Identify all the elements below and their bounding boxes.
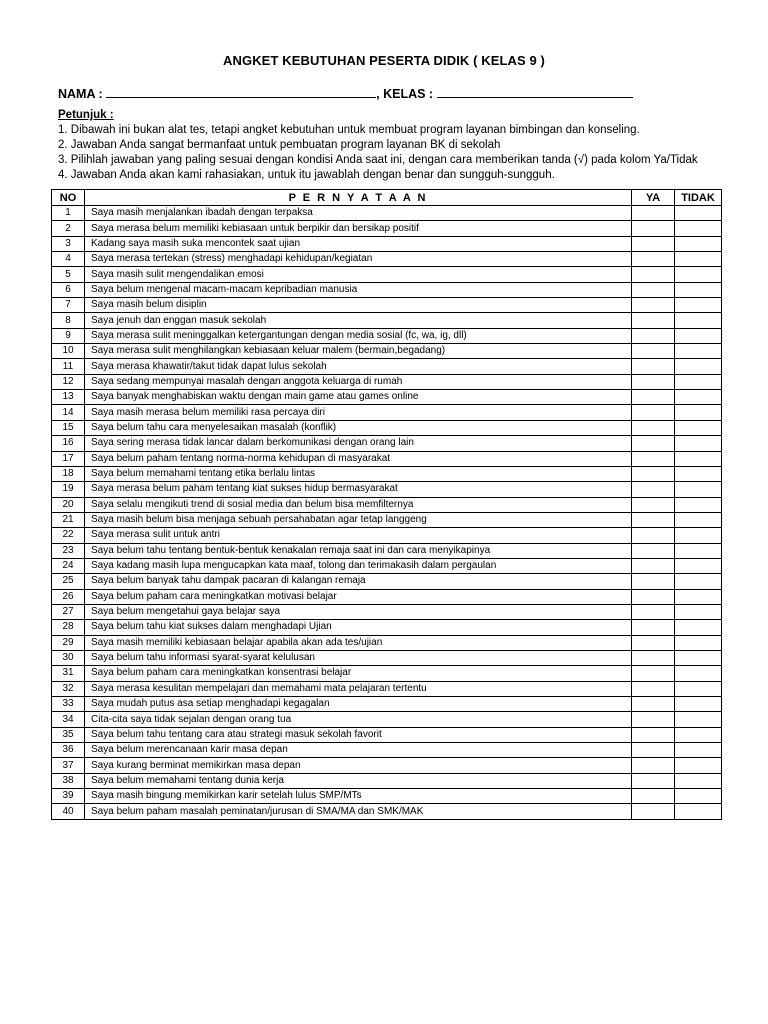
statement-text: Saya masih bingung memikirkan karir setelah lulus SMP/MTs [85, 789, 632, 804]
row-number: 21 [52, 512, 85, 527]
table-row [52, 466, 722, 481]
tidak-checkbox-cell[interactable] [675, 313, 722, 328]
statement-text: Saya belum tahu tentang bentuk-bentuk kenakalan remaja saat ini dan cara menyikapinya [85, 543, 632, 558]
ya-checkbox-cell[interactable] [632, 758, 675, 773]
ya-checkbox-cell[interactable] [632, 497, 675, 512]
instructions [58, 108, 698, 183]
table-row [52, 390, 722, 405]
ya-checkbox-cell[interactable] [632, 344, 675, 359]
row-number: 20 [52, 497, 85, 512]
statement-text: Saya masih menjalankan ibadah dengan terpaksa [85, 206, 632, 221]
tidak-checkbox-cell[interactable] [675, 206, 722, 221]
row-number: 26 [52, 589, 85, 604]
row-number: 38 [52, 773, 85, 788]
tidak-checkbox-cell[interactable] [675, 344, 722, 359]
ya-checkbox-cell[interactable] [632, 482, 675, 497]
survey-table-body [52, 206, 722, 820]
statement-text: Saya merasa tertekan (stress) menghadapi kehidupan/kegiatan [85, 252, 632, 267]
tidak-checkbox-cell[interactable] [675, 743, 722, 758]
instruction-item: 2. Jawaban Anda sangat bermanfaat untuk pembuatan program layanan BK di sekolah [58, 139, 501, 151]
tidak-checkbox-cell[interactable] [675, 558, 722, 573]
ya-checkbox-cell[interactable] [632, 390, 675, 405]
row-number: 24 [52, 558, 85, 573]
ya-checkbox-cell[interactable] [632, 221, 675, 236]
ya-checkbox-cell[interactable] [632, 574, 675, 589]
header-ya: YA [632, 190, 675, 206]
tidak-checkbox-cell[interactable] [675, 804, 722, 819]
statement-text: Saya kurang berminat memikirkan masa depan [85, 758, 632, 773]
tidak-checkbox-cell[interactable] [675, 328, 722, 343]
table-row [52, 252, 722, 267]
tidak-checkbox-cell[interactable] [675, 466, 722, 481]
tidak-checkbox-cell[interactable] [675, 589, 722, 604]
statement-text: Saya belum merencanaan karir masa depan [85, 743, 632, 758]
ya-checkbox-cell[interactable] [632, 558, 675, 573]
row-number: 18 [52, 466, 85, 481]
row-number: 27 [52, 604, 85, 619]
ya-checkbox-cell[interactable] [632, 267, 675, 282]
statement-text: Saya merasa belum paham tentang kiat sukses hidup bermasyarakat [85, 482, 632, 497]
statement-text: Saya belum paham masalah peminatan/jurusan di SMA/MA dan SMK/MAK [85, 804, 632, 819]
tidak-checkbox-cell[interactable] [675, 543, 722, 558]
table-row [52, 298, 722, 313]
row-number: 15 [52, 420, 85, 435]
table-row [52, 666, 722, 681]
tidak-checkbox-cell[interactable] [675, 497, 722, 512]
row-number: 25 [52, 574, 85, 589]
table-header-row [52, 190, 722, 206]
ya-checkbox-cell[interactable] [632, 697, 675, 712]
table-row [52, 743, 722, 758]
row-number: 19 [52, 482, 85, 497]
table-row [52, 328, 722, 343]
table-row [52, 528, 722, 543]
statement-text: Saya merasa sulit menghilangkan kebiasaan keluar malem (bermain,begadang) [85, 344, 632, 359]
tidak-checkbox-cell[interactable] [675, 221, 722, 236]
instruction-item: 1. Dibawah ini bukan alat tes, tetapi angket kebutuhan untuk membuat program layanan bimbingan dan konseling. [58, 124, 640, 136]
ya-checkbox-cell[interactable] [632, 252, 675, 267]
tidak-checkbox-cell[interactable] [675, 758, 722, 773]
tidak-checkbox-cell[interactable] [675, 282, 722, 297]
row-number: 30 [52, 650, 85, 665]
statement-text: Saya merasa kesulitan mempelajari dan memahami mata pelajaran tertentu [85, 681, 632, 696]
table-row [52, 620, 722, 635]
table-row [52, 558, 722, 573]
statement-text: Saya belum tahu kiat sukses dalam menghadapi Ujian [85, 620, 632, 635]
tidak-checkbox-cell[interactable] [675, 650, 722, 665]
ya-checkbox-cell[interactable] [632, 528, 675, 543]
table-row [52, 282, 722, 297]
table-row [52, 482, 722, 497]
row-number: 37 [52, 758, 85, 773]
statement-text: Saya masih memiliki kebiasaan belajar apabila akan ada tes/ujian [85, 635, 632, 650]
ya-checkbox-cell[interactable] [632, 727, 675, 742]
table-row [52, 758, 722, 773]
statement-text: Saya belum mengetahui gaya belajar saya [85, 604, 632, 619]
row-number: 22 [52, 528, 85, 543]
page-title: ANGKET KEBUTUHAN PESERTA DIDIK ( KELAS 9 ) [223, 53, 545, 68]
tidak-checkbox-cell[interactable] [675, 252, 722, 267]
row-number: 31 [52, 666, 85, 681]
table-row [52, 650, 722, 665]
table-row [52, 512, 722, 527]
nama-label: NAMA : [58, 87, 107, 101]
table-row [52, 374, 722, 389]
row-number: 16 [52, 436, 85, 451]
table-row [52, 804, 722, 819]
header-tidak: TIDAK [675, 190, 722, 206]
ya-checkbox-cell[interactable] [632, 420, 675, 435]
table-row [52, 420, 722, 435]
table-row [52, 727, 722, 742]
row-number: 3 [52, 236, 85, 251]
statement-text: Saya masih merasa belum memiliki rasa percaya diri [85, 405, 632, 420]
table-row [52, 497, 722, 512]
statement-text: Saya masih belum disiplin [85, 298, 632, 313]
table-row [52, 773, 722, 788]
statement-text: Saya mudah putus asa setiap menghadapi kegagalan [85, 697, 632, 712]
tidak-checkbox-cell[interactable] [675, 789, 722, 804]
row-number: 32 [52, 681, 85, 696]
ya-checkbox-cell[interactable] [632, 451, 675, 466]
instruction-item: 3. Pilihlah jawaban yang paling sesuai dengan kondisi Anda saat ini, dengan cara memberikan tanda (√) pada kolom Ya/Tidak [58, 154, 698, 166]
header-no: NO [52, 190, 85, 206]
table-row [52, 789, 722, 804]
nama-field[interactable] [106, 86, 376, 98]
table-row [52, 344, 722, 359]
statement-text: Saya belum mengenal macam-macam kepribadian manusia [85, 282, 632, 297]
table-row [52, 236, 722, 251]
ya-checkbox-cell[interactable] [632, 681, 675, 696]
tidak-checkbox-cell[interactable] [675, 697, 722, 712]
ya-checkbox-cell[interactable] [632, 466, 675, 481]
ya-checkbox-cell[interactable] [632, 543, 675, 558]
tidak-checkbox-cell[interactable] [675, 359, 722, 374]
statement-text: Saya merasa sulit meninggalkan ketergantungan dengan media sosial (fc, wa, ig, dll) [85, 328, 632, 343]
statement-text: Saya selalu mengikuti trend di sosial media dan belum bisa memfilternya [85, 497, 632, 512]
tidak-checkbox-cell[interactable] [675, 451, 722, 466]
row-number: 7 [52, 298, 85, 313]
row-number: 1 [52, 206, 85, 221]
ya-checkbox-cell[interactable] [632, 374, 675, 389]
ya-checkbox-cell[interactable] [632, 743, 675, 758]
ya-checkbox-cell[interactable] [632, 405, 675, 420]
statement-text: Saya masih belum bisa menjaga sebuah persahabatan agar tetap langgeng [85, 512, 632, 527]
statement-text: Saya belum memahami tentang etika berlalu lintas [85, 466, 632, 481]
row-number: 36 [52, 743, 85, 758]
identity-line [58, 86, 633, 101]
kelas-field[interactable] [437, 86, 633, 98]
table-row [52, 267, 722, 282]
row-number: 39 [52, 789, 85, 804]
tidak-checkbox-cell[interactable] [675, 512, 722, 527]
ya-checkbox-cell[interactable] [632, 236, 675, 251]
ya-checkbox-cell[interactable] [632, 282, 675, 297]
row-number: 8 [52, 313, 85, 328]
row-number: 12 [52, 374, 85, 389]
tidak-checkbox-cell[interactable] [675, 620, 722, 635]
table-row [52, 635, 722, 650]
row-number: 29 [52, 635, 85, 650]
ya-checkbox-cell[interactable] [632, 712, 675, 727]
statement-text: Saya belum paham tentang norma-norma kehidupan di masyarakat [85, 451, 632, 466]
row-number: 11 [52, 359, 85, 374]
statement-text: Saya merasa sulit untuk antri [85, 528, 632, 543]
statement-text: Saya belum tahu tentang cara atau strategi masuk sekolah favorit [85, 727, 632, 742]
table-row [52, 359, 722, 374]
row-number: 34 [52, 712, 85, 727]
row-number: 14 [52, 405, 85, 420]
table-row [52, 436, 722, 451]
table-row [52, 681, 722, 696]
table-row [52, 451, 722, 466]
ya-checkbox-cell[interactable] [632, 359, 675, 374]
statement-text: Saya kadang masih lupa mengucapkan kata maaf, tolong dan terimakasih dalam pergaulan [85, 558, 632, 573]
statement-text: Saya jenuh dan enggan masuk sekolah [85, 313, 632, 328]
table-row [52, 221, 722, 236]
statement-text: Saya belum paham cara meningkatkan motivasi belajar [85, 589, 632, 604]
header-statement: P E R N Y A T A A N [85, 190, 632, 206]
tidak-checkbox-cell[interactable] [675, 236, 722, 251]
tidak-checkbox-cell[interactable] [675, 528, 722, 543]
tidak-checkbox-cell[interactable] [675, 298, 722, 313]
statement-text: Cita-cita saya tidak sejalan dengan orang tua [85, 712, 632, 727]
statement-text: Saya sering merasa tidak lancar dalam berkomunikasi dengan orang lain [85, 436, 632, 451]
tidak-checkbox-cell[interactable] [675, 267, 722, 282]
table-row [52, 697, 722, 712]
row-number: 17 [52, 451, 85, 466]
table-row [52, 543, 722, 558]
statement-text: Saya belum paham cara meningkatkan konsentrasi belajar [85, 666, 632, 681]
statement-text: Saya belum banyak tahu dampak pacaran di kalangan remaja [85, 574, 632, 589]
table-row [52, 206, 722, 221]
survey-table [51, 189, 722, 820]
row-number: 23 [52, 543, 85, 558]
tidak-checkbox-cell[interactable] [675, 712, 722, 727]
row-number: 10 [52, 344, 85, 359]
statement-text: Saya sedang mempunyai masalah dengan anggota keluarga di rumah [85, 374, 632, 389]
table-row [52, 604, 722, 619]
ya-checkbox-cell[interactable] [632, 773, 675, 788]
ya-checkbox-cell[interactable] [632, 666, 675, 681]
ya-checkbox-cell[interactable] [632, 206, 675, 221]
ya-checkbox-cell[interactable] [632, 635, 675, 650]
ya-checkbox-cell[interactable] [632, 512, 675, 527]
ya-checkbox-cell[interactable] [632, 589, 675, 604]
ya-checkbox-cell[interactable] [632, 328, 675, 343]
ya-checkbox-cell[interactable] [632, 789, 675, 804]
statement-text: Saya banyak menghabiskan waktu dengan main game atau games online [85, 390, 632, 405]
row-number: 40 [52, 804, 85, 819]
tidak-checkbox-cell[interactable] [675, 574, 722, 589]
statement-text: Saya belum tahu cara menyelesaikan masalah (konflik) [85, 420, 632, 435]
row-number: 4 [52, 252, 85, 267]
row-number: 33 [52, 697, 85, 712]
statement-text: Saya merasa belum memiliki kebiasaan untuk berpikir dan bersikap positif [85, 221, 632, 236]
instructions-heading: Petunjuk : [58, 109, 114, 121]
table-row [52, 405, 722, 420]
ya-checkbox-cell[interactable] [632, 650, 675, 665]
tidak-checkbox-cell[interactable] [675, 604, 722, 619]
ya-checkbox-cell[interactable] [632, 620, 675, 635]
statement-text: Saya belum memahami tentang dunia kerja [85, 773, 632, 788]
ya-checkbox-cell[interactable] [632, 436, 675, 451]
table-row [52, 712, 722, 727]
tidak-checkbox-cell[interactable] [675, 390, 722, 405]
statement-text: Saya masih sulit mengendalikan emosi [85, 267, 632, 282]
tidak-checkbox-cell[interactable] [675, 681, 722, 696]
tidak-checkbox-cell[interactable] [675, 374, 722, 389]
row-number: 28 [52, 620, 85, 635]
row-number: 6 [52, 282, 85, 297]
tidak-checkbox-cell[interactable] [675, 420, 722, 435]
tidak-checkbox-cell[interactable] [675, 635, 722, 650]
ya-checkbox-cell[interactable] [632, 604, 675, 619]
row-number: 9 [52, 328, 85, 343]
table-row [52, 313, 722, 328]
tidak-checkbox-cell[interactable] [675, 405, 722, 420]
statement-text: Saya merasa khawatir/takut tidak dapat lulus sekolah [85, 359, 632, 374]
instruction-item: 4. Jawaban Anda akan kami rahasiakan, untuk itu jawablah dengan benar dan sungguh-sungguh. [58, 169, 555, 181]
row-number: 5 [52, 267, 85, 282]
table-row [52, 589, 722, 604]
tidak-checkbox-cell[interactable] [675, 666, 722, 681]
tidak-checkbox-cell[interactable] [675, 727, 722, 742]
row-number: 13 [52, 390, 85, 405]
ya-checkbox-cell[interactable] [632, 804, 675, 819]
tidak-checkbox-cell[interactable] [675, 773, 722, 788]
row-number: 35 [52, 727, 85, 742]
tidak-checkbox-cell[interactable] [675, 436, 722, 451]
kelas-label: , KELAS : [376, 87, 437, 101]
statement-text: Saya belum tahu informasi syarat-syarat kelulusan [85, 650, 632, 665]
ya-checkbox-cell[interactable] [632, 298, 675, 313]
table-row [52, 574, 722, 589]
ya-checkbox-cell[interactable] [632, 313, 675, 328]
row-number: 2 [52, 221, 85, 236]
statement-text: Kadang saya masih suka mencontek saat ujian [85, 236, 632, 251]
tidak-checkbox-cell[interactable] [675, 482, 722, 497]
